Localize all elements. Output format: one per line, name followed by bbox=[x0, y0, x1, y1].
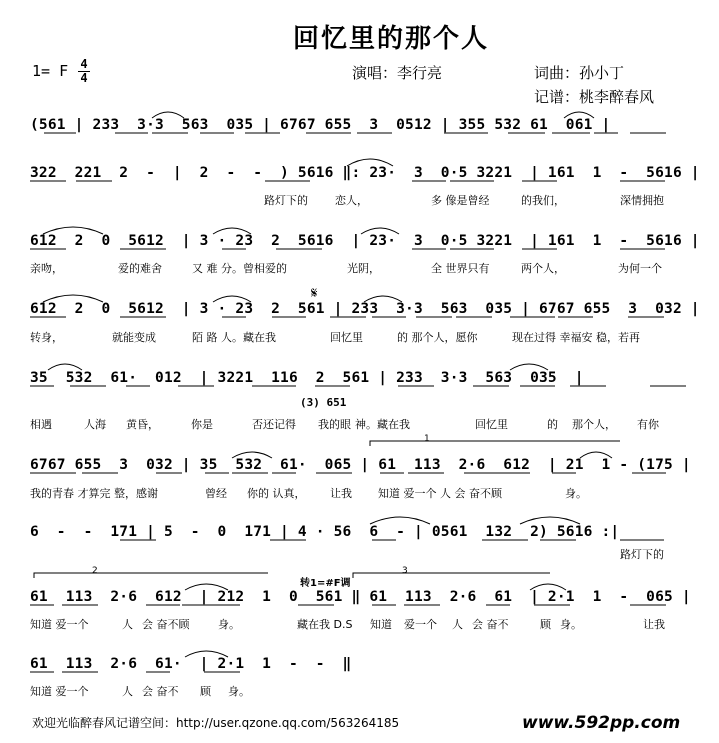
lyric: 的 那个人，愿你 bbox=[397, 331, 478, 344]
lyric: 人 bbox=[122, 685, 133, 698]
lyric: 有你 bbox=[637, 418, 659, 431]
lyric: 身。 bbox=[565, 487, 587, 500]
ending-bracket-2-number: 2 bbox=[92, 566, 98, 576]
lyric: 我的眼 bbox=[318, 418, 351, 431]
lyric: 恋人， bbox=[335, 194, 368, 207]
lyric: 爱的难舍 bbox=[118, 262, 162, 275]
song-title: 回忆里的那个人 bbox=[293, 24, 490, 54]
lyric: 全 世界只有 bbox=[431, 262, 490, 275]
site-watermark: www.592pp.com bbox=[522, 713, 681, 733]
lyric: 相遇 bbox=[30, 418, 52, 431]
lyric: 你的 认真， bbox=[247, 487, 306, 500]
lyric: 那个人， bbox=[572, 418, 616, 431]
lyric: 知道 爱一个 bbox=[30, 618, 89, 631]
lyric: 知道 爱一个 人 会 奋不顾 bbox=[378, 487, 502, 500]
lyric: 藏在我 D.S bbox=[297, 618, 353, 631]
notation-row-4: 612 2 0 5612 | 3 · 23 2 561 | 233 3·3 563 035 | 6767 655 3 032 | bbox=[30, 301, 700, 317]
key-change-note: 转1=#F调 bbox=[300, 578, 351, 589]
lyric: 现在过得 幸福安 稳，若再 bbox=[512, 331, 640, 344]
lyric: 让我 bbox=[643, 618, 665, 631]
lyric: 多 像是曾经 bbox=[431, 194, 490, 207]
notation-row-1: (561 | 233 3·3 563 035 | 6767 655 3 0512 | 355 532 61 061 | bbox=[30, 117, 611, 133]
transcriber-credit: 记谱：桃李醉春风 bbox=[534, 88, 655, 106]
lyric: 爱一个 bbox=[404, 618, 437, 631]
notation-row-8: 61 113 2·6 612 | 212 1 0 561 ‖ 61 113 2·6 61 | 2·1 1 - 065 | bbox=[30, 589, 691, 605]
notation-row-7: 6 - - 171 | 5 - 0 171 | 4 · 56 6 - | 0561 132 2) 5616 :| bbox=[30, 524, 620, 540]
notation-row-9: 61 113 2·6 61· | 2·1 1 - - ‖ bbox=[30, 656, 352, 672]
lyric: 的 bbox=[547, 418, 558, 431]
lyric: 知道 爱一个 bbox=[30, 685, 89, 698]
lyric: 否还记得 bbox=[252, 418, 296, 431]
notation-row-2: 322 221 2 - | 2 - - ) 5616 ‖: 23· 3 0·5 3221 | 161 1 - 5616 | bbox=[30, 165, 700, 181]
lyric: 会 奋不顾 bbox=[142, 618, 190, 631]
ending-bracket-1 bbox=[370, 441, 620, 446]
lyric: 路灯下的 bbox=[620, 548, 664, 561]
lyric: 知道 bbox=[370, 618, 392, 631]
notation-row-3: 612 2 0 5612 | 3 · 23 2 5616 | 23· 3 0·5 3221 | 161 1 - 5616 | bbox=[30, 233, 700, 249]
ending-bracket-3 bbox=[353, 573, 550, 578]
lyric: 路灯下的 bbox=[264, 194, 308, 207]
lyric: 回忆里 bbox=[475, 418, 508, 431]
lyric: 人 bbox=[452, 618, 463, 631]
lyric: 你是 bbox=[191, 418, 213, 431]
ending-bracket-2 bbox=[34, 573, 268, 578]
lyric: 身。 bbox=[560, 618, 582, 631]
lyric: 又 难 分。曾相爱的 bbox=[192, 262, 287, 275]
lyric: 神。藏在我 bbox=[355, 418, 410, 431]
lyric: 为何一个 bbox=[618, 262, 662, 275]
ending-bracket-3-number: 3 bbox=[402, 566, 408, 576]
lyric: 深情拥抱 bbox=[620, 194, 664, 207]
key-signature: 1= F bbox=[32, 62, 69, 80]
time-signature-bottom: 4 bbox=[78, 71, 90, 84]
lyric: 回忆里 bbox=[330, 331, 363, 344]
lyric: 人海 bbox=[84, 418, 106, 431]
lyric: 顾 bbox=[540, 618, 551, 631]
notation-row-5: 35 532 61· 012 | 3221 116 2 561 | 233 3·3 563 035 | bbox=[30, 370, 584, 386]
lyric: 我的青春 才算完 整，感谢 bbox=[30, 487, 158, 500]
lyric: 就能变成 bbox=[112, 331, 156, 344]
lyric: 两个人， bbox=[521, 262, 565, 275]
singer-credit: 演唱：李行亮 bbox=[352, 64, 443, 82]
lyric: 人 bbox=[122, 618, 133, 631]
time-signature-top: 4 bbox=[80, 57, 88, 71]
lyric: 曾经 bbox=[205, 487, 227, 500]
lyric: 亲吻， bbox=[30, 262, 63, 275]
lyric: 陌 路 人。藏在我 bbox=[192, 331, 276, 344]
footer-note: 欢迎光临醉春风记谱空间：http://user.qzone.qq.com/563264185 bbox=[32, 716, 400, 730]
lyric: 会 奋不 bbox=[472, 618, 509, 631]
lyric: 会 奋不 bbox=[142, 685, 179, 698]
composer-credit: 词曲：孙小丁 bbox=[534, 64, 625, 82]
alternate-ending-notes: (3) 651 bbox=[300, 396, 347, 409]
lyric: 让我 bbox=[330, 487, 352, 500]
lyric: 顾 bbox=[200, 685, 211, 698]
segno-sign: 𝄋 bbox=[311, 284, 318, 302]
lyric: 光阴， bbox=[347, 262, 380, 275]
ending-bracket-1-number: 1 bbox=[424, 434, 430, 444]
lyric: 的我们， bbox=[521, 194, 565, 207]
notation-row-6: 6767 655 3 032 | 35 532 61· 065 | 61 113 2·6 612 | 21 1 - (175 | bbox=[30, 457, 691, 473]
lyric: 身。 bbox=[228, 685, 250, 698]
lyric: 身。 bbox=[218, 618, 240, 631]
lyric: 转身， bbox=[30, 331, 63, 344]
lyric: 黄昏， bbox=[126, 418, 159, 431]
